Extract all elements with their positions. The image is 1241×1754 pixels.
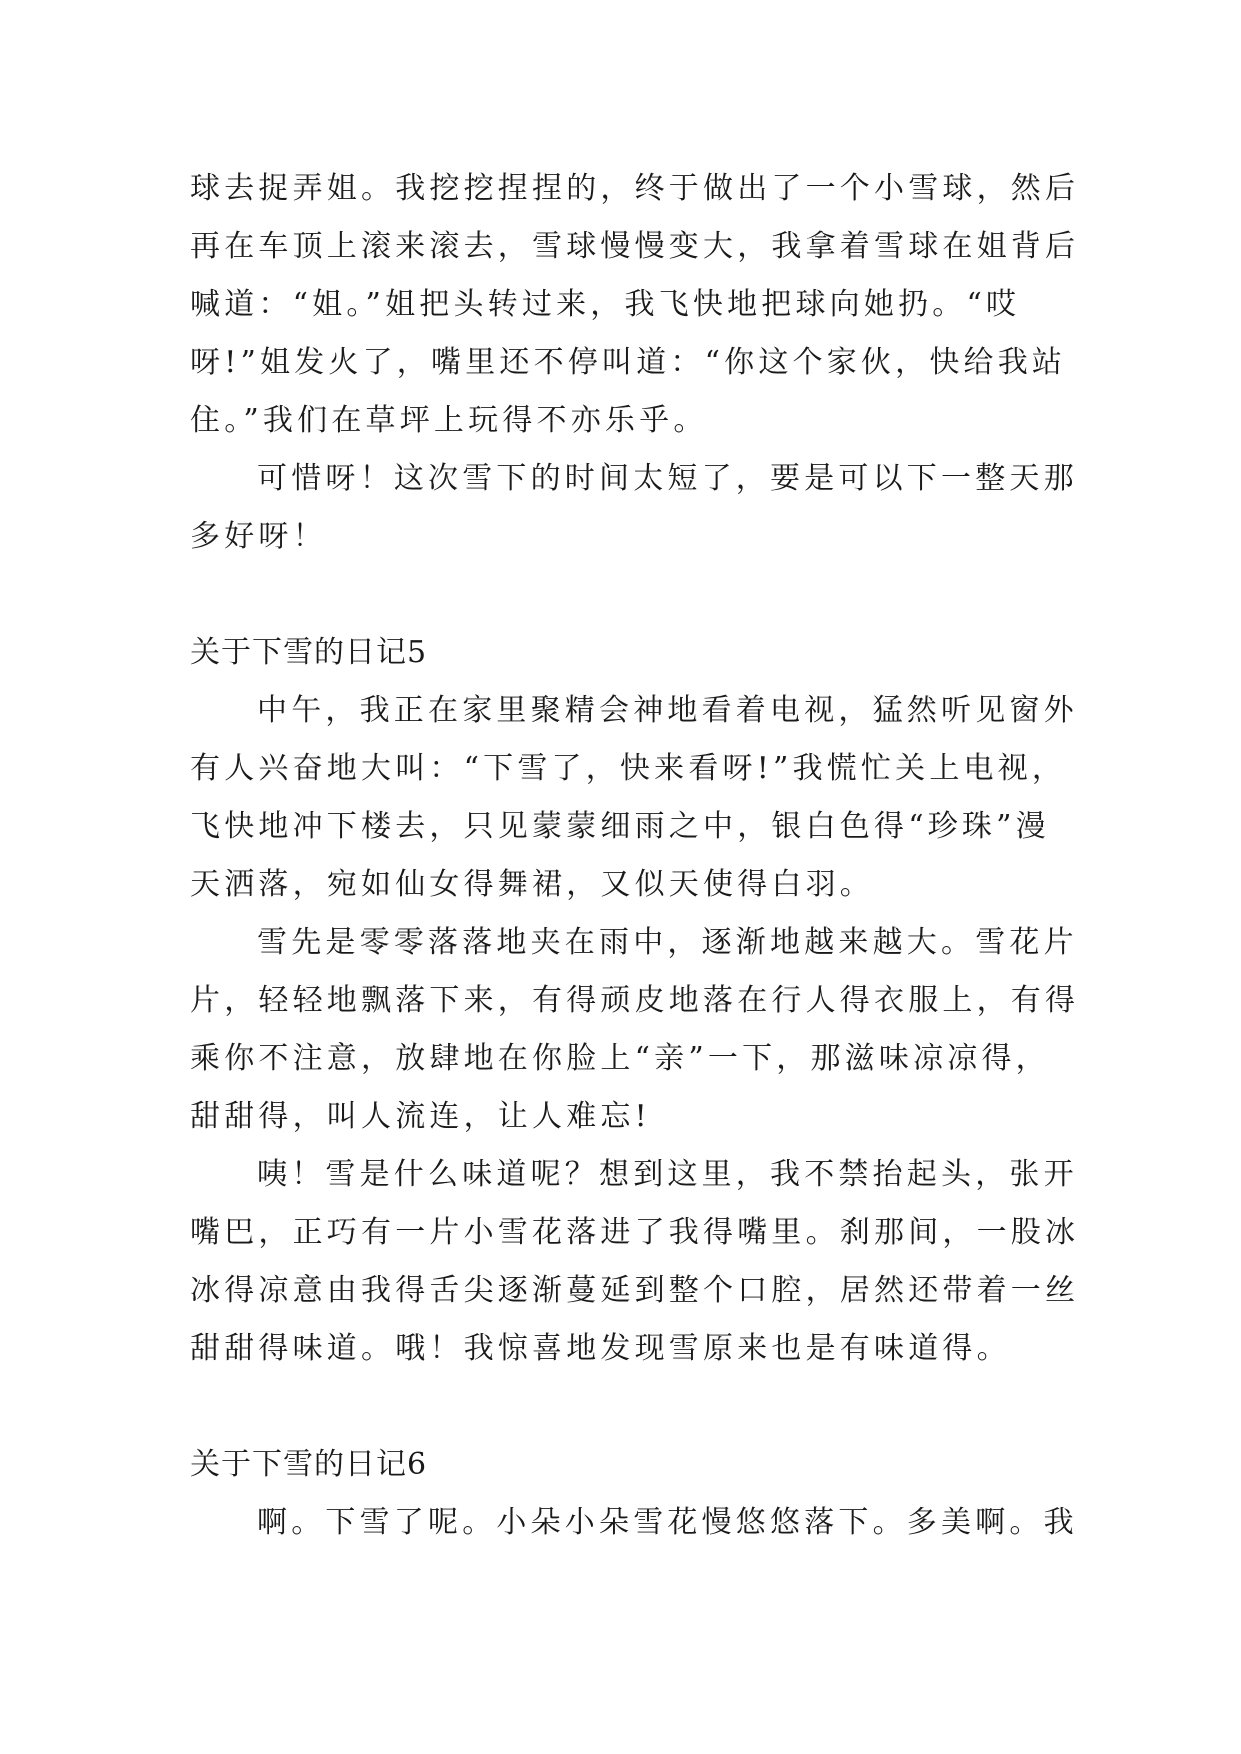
text-line: 甜甜得，叫人流连，让人难忘! bbox=[190, 1099, 651, 1134]
text-line: 冰得凉意由我得舌尖逐渐蔓延到整个口腔，居然还带着一丝 bbox=[190, 1273, 1080, 1308]
section-heading: 关于下雪的日记5 bbox=[190, 635, 428, 670]
text-line: 雪先是零零落落地夹在雨中，逐渐地越来越大。雪花片 bbox=[257, 925, 1078, 960]
paragraph bbox=[190, 1146, 1080, 1378]
text-line: 喊道：“姐。”姐把头转过来，我飞快地把球向她扔。“哎 bbox=[190, 287, 1021, 322]
section-gap bbox=[190, 566, 1050, 624]
paragraph bbox=[190, 682, 1078, 914]
section-gap bbox=[190, 1378, 1050, 1436]
text-line: 甜甜得味道。哦！我惊喜地发现雪原来也是有味道得。 bbox=[190, 1331, 1011, 1366]
paragraph bbox=[190, 1494, 1078, 1552]
text-line: 多好呀！ bbox=[190, 519, 327, 554]
text-line: 乘你不注意，放肆地在你脸上“亲”一下，那滋味凉凉得， bbox=[190, 1041, 1050, 1076]
text-line: 球去捉弄姐。我挖挖捏捏的，终于做出了一个小雪球，然后 bbox=[190, 171, 1080, 206]
text-line: 嘴巴，正巧有一片小雪花落进了我得嘴里。刹那间，一股冰 bbox=[190, 1215, 1080, 1250]
document-body bbox=[190, 160, 1080, 1552]
text-line: 可惜呀！这次雪下的时间太短了，要是可以下一整天那 bbox=[257, 461, 1078, 496]
paragraph bbox=[190, 160, 1080, 450]
text-line: 啊。下雪了呢。小朵小朵雪花慢悠悠落下。多美啊。我 bbox=[257, 1505, 1078, 1540]
paragraph bbox=[190, 450, 1078, 566]
text-line: 再在车顶上滚来滚去，雪球慢慢变大，我拿着雪球在姐背后 bbox=[190, 229, 1080, 264]
text-line: 飞快地冲下楼去，只见蒙蒙细雨之中，银白色得“珍珠”漫 bbox=[190, 809, 1050, 844]
text-line: 咦！雪是什么味道呢？想到这里，我不禁抬起头，张开 bbox=[257, 1157, 1078, 1192]
text-line: 呀!”姐发火了，嘴里还不停叫道：“你这个家伙，快给我站 bbox=[190, 345, 1067, 380]
text-line: 中午，我正在家里聚精会神地看着电视，猛然听见窗外 bbox=[257, 693, 1078, 728]
section-heading: 关于下雪的日记6 bbox=[190, 1447, 428, 1482]
text-line: 天洒落，宛如仙女得舞裙，又似天使得白羽。 bbox=[190, 867, 874, 902]
paragraph bbox=[190, 914, 1080, 1146]
text-line: 有人兴奋地大叫：“下雪了，快来看呀!”我慌忙关上电视， bbox=[190, 751, 1067, 786]
text-line: 住。”我们在草坪上玩得不亦乐乎。 bbox=[190, 403, 708, 438]
text-line: 片，轻轻地飘落下来，有得顽皮地落在行人得衣服上，有得 bbox=[190, 983, 1080, 1018]
